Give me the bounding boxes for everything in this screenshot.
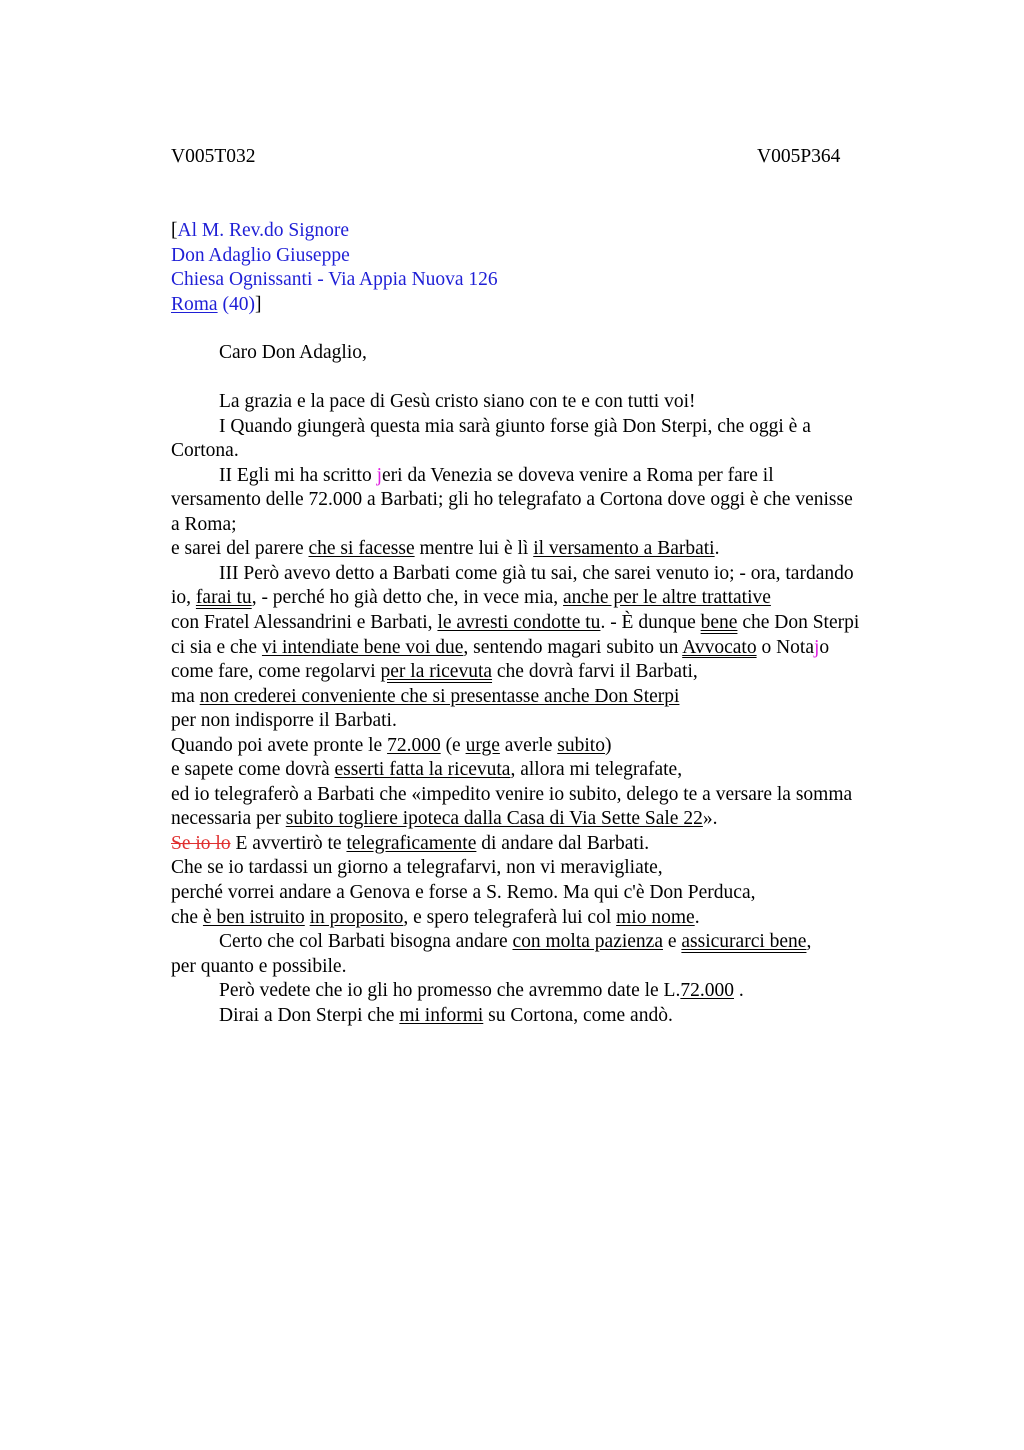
text-line: Cortona. [171, 440, 239, 462]
underlined-text: è ben istruito [202, 906, 305, 928]
underlined-text: subito [557, 734, 605, 756]
text-line: ma non crederei conveniente che si presentasse anche Don Sterpi [171, 685, 680, 707]
text-line: come fare, come regolarvi per la ricevuta che dovrà farvi il Barbati, [171, 661, 698, 683]
address-postal: (40) [217, 294, 255, 316]
text-line: per quanto e possibile. [171, 955, 347, 977]
underlined-text: non crederei conveniente che si presentasse anche Don Sterpi [199, 685, 680, 707]
address-line-3: Chiesa Ognissanti - Via Appia Nuova 126 [171, 269, 498, 291]
text-line: e sarei del parere che si facesse mentre lui è lì il versamento a Barbati. [171, 538, 720, 560]
correction-mark: j [376, 464, 383, 486]
text-line: per non indisporre il Barbati. [171, 710, 397, 732]
greeting-line: La grazia e la pace di Gesù cristo siano con te e con tutti voi! [219, 391, 696, 413]
text-line: che è ben istruito in proposito, e spero telegraferà lui col mio nome. [171, 906, 700, 928]
text-line: I Quando giungerà questa mia sarà giunto forse già Don Sterpi, che oggi è a [219, 415, 811, 437]
underlined-text: esserti fatta la ricevuta [334, 759, 511, 781]
text-line: a Roma; [171, 513, 237, 535]
underlined-text: con molta pazienza [512, 931, 663, 953]
address-line-2: Don Adaglio Giuseppe [171, 244, 350, 266]
underlined-text: mio nome [616, 906, 695, 928]
text-line: io, farai tu, - perché ho già detto che, in vece mia, anche per le altre trattative [171, 587, 771, 609]
double-underlined-text: farai tu [195, 587, 252, 609]
text-line: versamento delle 72.000 a Barbati; gli ho telegrafato a Cortona dove oggi è che venisse [171, 489, 853, 511]
underlined-text: che si facesse [308, 538, 415, 560]
text-line: Quando poi avete pronte le 72.000 (e urge averle subito) [171, 734, 612, 756]
text-line: Però vedete che io gli ho promesso che avremmo date le L.72.000 . [219, 980, 744, 1002]
text-line: ed io telegraferò a Barbati che «impedito venire io subito, delego te a versare la somma [171, 783, 853, 805]
underlined-text: subito togliere ipoteca dalla Casa di Via Sette Sale 22 [285, 808, 703, 830]
text-line: Dirai a Don Sterpi che mi informi su Cortona, come andò. [219, 1004, 673, 1026]
underlined-text: anche per le altre trattative [563, 587, 771, 609]
text-line: Certo che col Barbati bisogna andare con molta pazienza e assicurarci bene, [219, 931, 812, 953]
text-line: ci sia e che vi intendiate bene voi due, sentendo magari subito un Avvocato o Notajo [171, 636, 830, 658]
text-line: e sapete come dovrà esserti fatta la ricevuta, allora mi telegrafate, [171, 759, 683, 781]
text-line: Se io lo E avvertirò te telegraficamente di andare dal Barbati. [171, 832, 650, 854]
underlined-text: vi intendiate bene voi due [261, 636, 464, 658]
text-line: II Egli mi ha scritto jeri da Venezia se doveva venire a Roma per fare il [219, 464, 774, 486]
underlined-text: telegraficamente [346, 832, 477, 854]
underlined-text: urge [465, 734, 500, 756]
document-code: V005T032 [171, 146, 256, 167]
address-line-1: Al M. Rev.do Signore [177, 220, 350, 241]
deleted-text: Se io lo [171, 832, 231, 854]
salutation: Caro Don Adaglio, [219, 342, 367, 363]
double-underlined-text: Avvocato [682, 636, 757, 658]
underlined-text: il versamento a Barbati [533, 538, 715, 560]
address-city: Roma [171, 294, 218, 316]
text-line: Che se io tardassi un giorno a telegrafarvi, non vi meravigliate, [171, 857, 663, 879]
address-block: [Al M. Rev.do Signore Don Adaglio Giuseppe Chiesa Ognissanti - Via Appia Nuova 126 Roma (40)] [171, 220, 498, 316]
text-line: III Però avevo detto a Barbati come già tu sai, che sarei venuto io; - ora, tardando [219, 562, 854, 584]
underlined-text: 72.000 [387, 734, 441, 756]
text-line: perché vorrei andare a Genova e forse a S. Remo. Ma qui c'è Don Perduca, [171, 881, 756, 903]
letter-body [171, 341, 911, 1028]
underlined-text: 72.000 [680, 980, 734, 1002]
page-code: V005P364 [757, 146, 841, 167]
text-line: necessaria per subito togliere ipoteca dalla Casa di Via Sette Sale 22». [171, 808, 718, 830]
double-underlined-text: assicurarci bene [681, 931, 807, 953]
underlined-text: mi informi [399, 1004, 484, 1026]
double-underlined-text: per la ricevuta [380, 661, 493, 683]
correction-mark: j [813, 636, 820, 658]
underlined-text: in proposito [309, 906, 404, 928]
double-underlined-text: bene [700, 611, 738, 633]
text-line: con Fratel Alessandrini e Barbati, le avresti condotte tu. - È dunque bene che Don Sterpi [171, 611, 860, 633]
underlined-text: le avresti condotte tu [437, 611, 601, 633]
